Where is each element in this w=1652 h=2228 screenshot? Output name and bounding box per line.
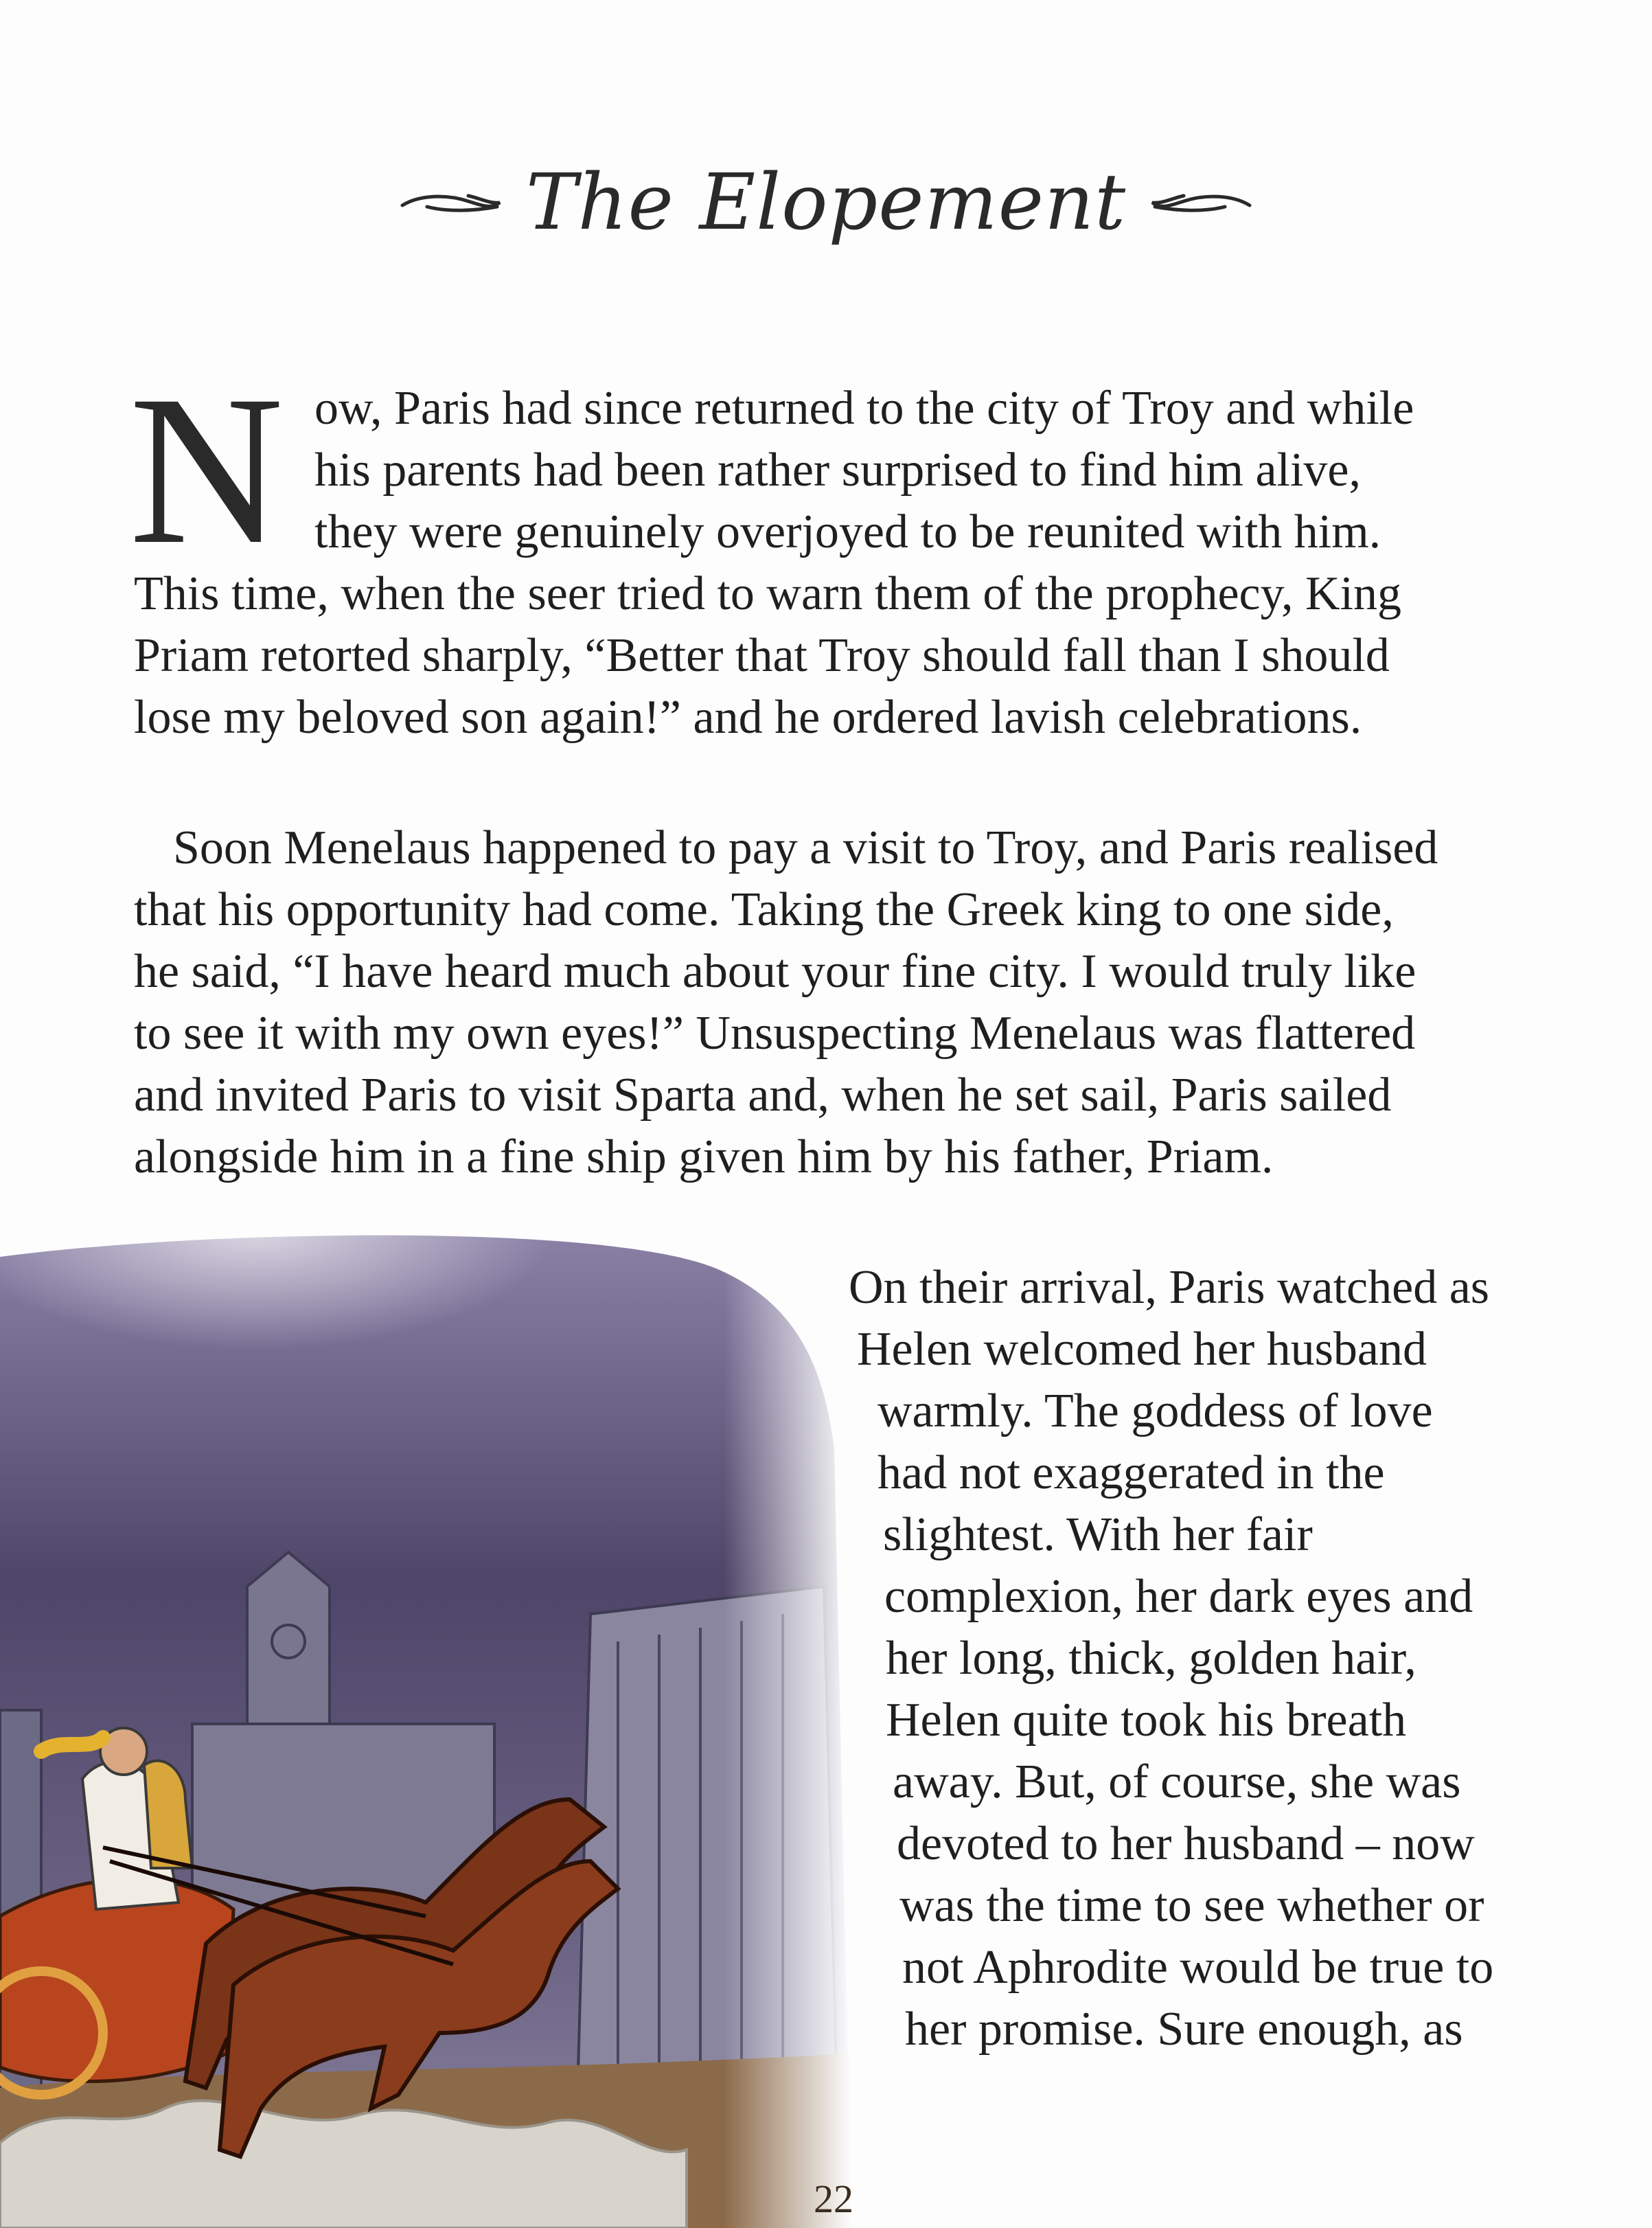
paragraph3-line: her long, thick, golden hair,: [886, 1632, 1416, 1685]
paragraph1-line: lose my beloved son again!” and he ordered lavish celebrations.: [134, 691, 1362, 744]
right-flourish-icon: [1149, 182, 1252, 223]
page-title: The Elopement: [525, 158, 1127, 247]
paragraph3-line: away. But, of course, she was: [893, 1755, 1461, 1808]
paragraph1-line: ow, Paris had since returned to the city of Troy and while: [314, 382, 1414, 435]
paragraph2-line: alongside him in a fine ship given him by his father, Priam.: [134, 1130, 1274, 1183]
paragraph3-line: had not exaggerated in the: [877, 1446, 1385, 1499]
paragraph3-line: slightest. With her fair: [883, 1508, 1313, 1561]
paragraph2-line: that his opportunity had come. Taking the Greek king to one side,: [134, 883, 1394, 936]
paragraph3-line: not Aphrodite would be true to: [902, 1941, 1494, 1994]
paragraph2-line: and invited Paris to visit Sparta and, when he set sail, Paris sailed: [134, 1069, 1392, 1122]
title-row: [0, 158, 1652, 247]
paragraph3-line: complexion, her dark eyes and: [884, 1570, 1473, 1623]
paragraph1-line: they were genuinely overjoyed to be reunited with him.: [314, 505, 1381, 558]
paragraph3-line: her promise. Sure enough, as: [905, 2003, 1463, 2056]
paragraph2-line: he said, “I have heard much about your fine city. I would truly like: [134, 945, 1416, 998]
page-number: 22: [814, 2176, 853, 2221]
paragraph2-line: Soon Menelaus happened to pay a visit to Troy, and Paris realised: [173, 821, 1438, 874]
paragraph3-line: was the time to see whether or: [899, 1879, 1484, 1932]
paragraph2-line: to see it with my own eyes!” Unsuspecting Menelaus was flattered: [134, 1007, 1416, 1060]
paragraph1-line: his parents had been rather surprised to find him alive,: [314, 444, 1362, 497]
paragraph3-line: warmly. The goddess of love: [877, 1385, 1433, 1437]
drop-cap: N: [129, 352, 284, 589]
left-flourish-icon: [400, 182, 503, 223]
paragraph3-line: Helen welcomed her husband: [857, 1323, 1427, 1376]
paragraph3-line: devoted to her husband – now: [897, 1817, 1475, 1870]
paragraph1-line: Priam retorted sharply, “Better that Troy should fall than I should: [134, 629, 1390, 682]
chariot-illustration: [0, 1229, 851, 2228]
paragraph1-line: This time, when the seer tried to warn them of the prophecy, King: [134, 567, 1402, 620]
paragraph3-line: Helen quite took his breath: [886, 1694, 1407, 1747]
paragraph3-line: On their arrival, Paris watched as: [849, 1261, 1490, 1314]
